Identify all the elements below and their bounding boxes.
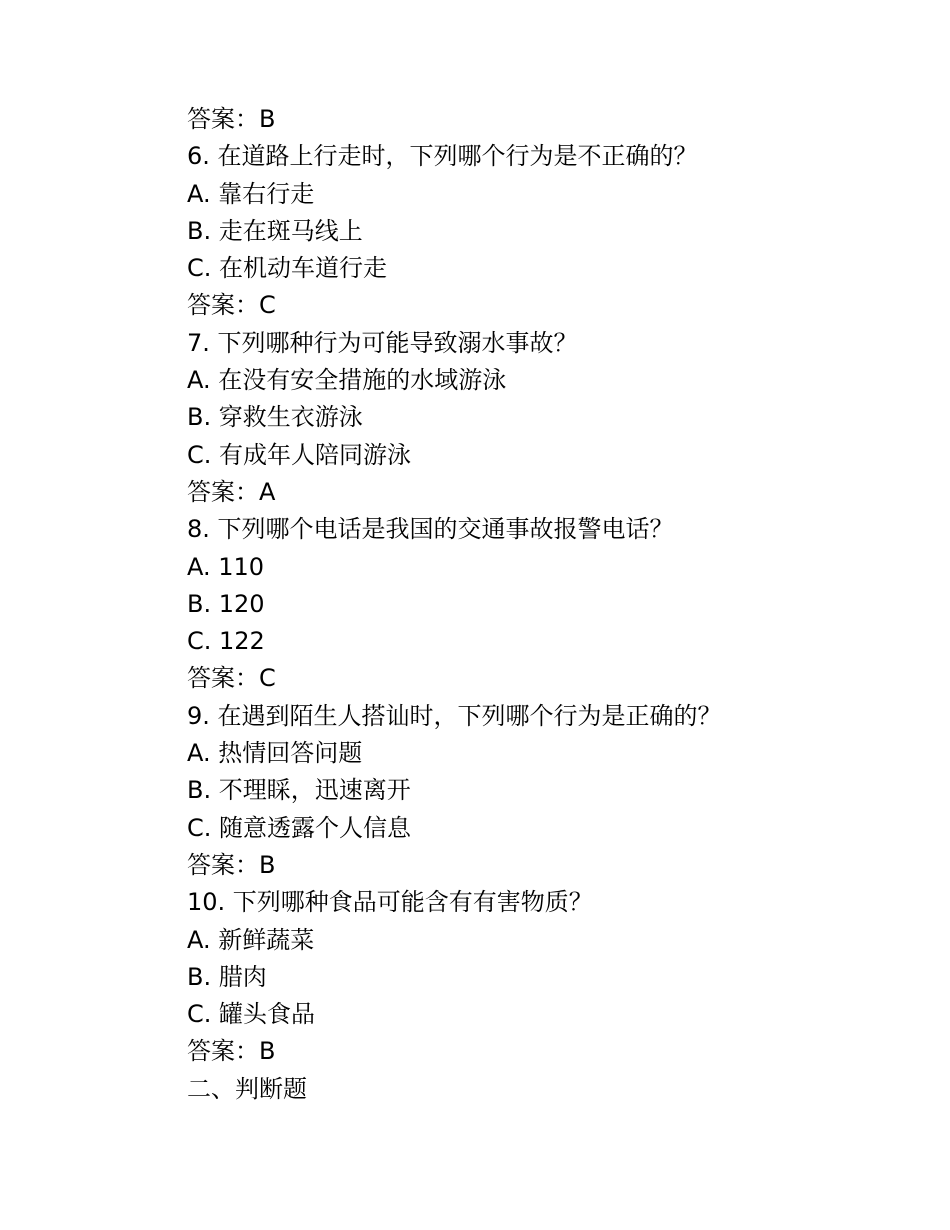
- question-6-option-b: B. 走在斑马线上: [187, 216, 363, 245]
- question-7-option-b: B. 穿救生衣游泳: [187, 403, 363, 432]
- question-9-option-a: A. 热情回答问题: [187, 739, 363, 768]
- question-8-answer: 答案：C: [187, 664, 276, 693]
- question-10: 10. 下列哪种食品可能含有有害物质？: [187, 888, 593, 917]
- question-7-option-a: A. 在没有安全措施的水域游泳: [187, 366, 507, 395]
- question-7: 7. 下列哪种行为可能导致溺水事故？: [187, 328, 578, 357]
- question-8-option-c: C. 122: [187, 627, 265, 656]
- question-8-option-a: A. 110: [187, 552, 265, 581]
- section-heading: 二、判断题: [187, 1074, 307, 1103]
- question-9-option-b: B. 不理睬，迅速离开: [187, 776, 411, 805]
- question-8: 8. 下列哪个电话是我国的交通事故报警电话？: [187, 515, 674, 544]
- question-6-option-a: A. 靠右行走: [187, 179, 315, 208]
- question-6-answer: 答案：C: [187, 291, 276, 320]
- question-9-option-c: C. 随意透露个人信息: [187, 813, 412, 842]
- answer-line: 答案：B: [187, 105, 276, 133]
- question-10-option-a: A. 新鲜蔬菜: [187, 925, 315, 954]
- question-7-answer: 答案：A: [187, 477, 276, 506]
- document-body: [187, 101, 887, 1108]
- question-9: 9. 在遇到陌生人搭讪时，下列哪个行为是正确的？: [187, 701, 722, 730]
- question-8-option-b: B. 120: [187, 589, 265, 618]
- question-7-option-c: C. 有成年人陪同游泳: [187, 440, 412, 469]
- question-6-option-c: C. 在机动车道行走: [187, 254, 388, 283]
- question-6: 6. 在道路上行走时，下列哪个行为是不正确的？: [187, 142, 698, 171]
- question-10-answer: 答案：B: [187, 1037, 276, 1066]
- question-10-option-b: B. 腊肉: [187, 962, 267, 991]
- question-9-answer: 答案：B: [187, 850, 276, 879]
- question-10-option-c: C. 罐头食品: [187, 1000, 316, 1029]
